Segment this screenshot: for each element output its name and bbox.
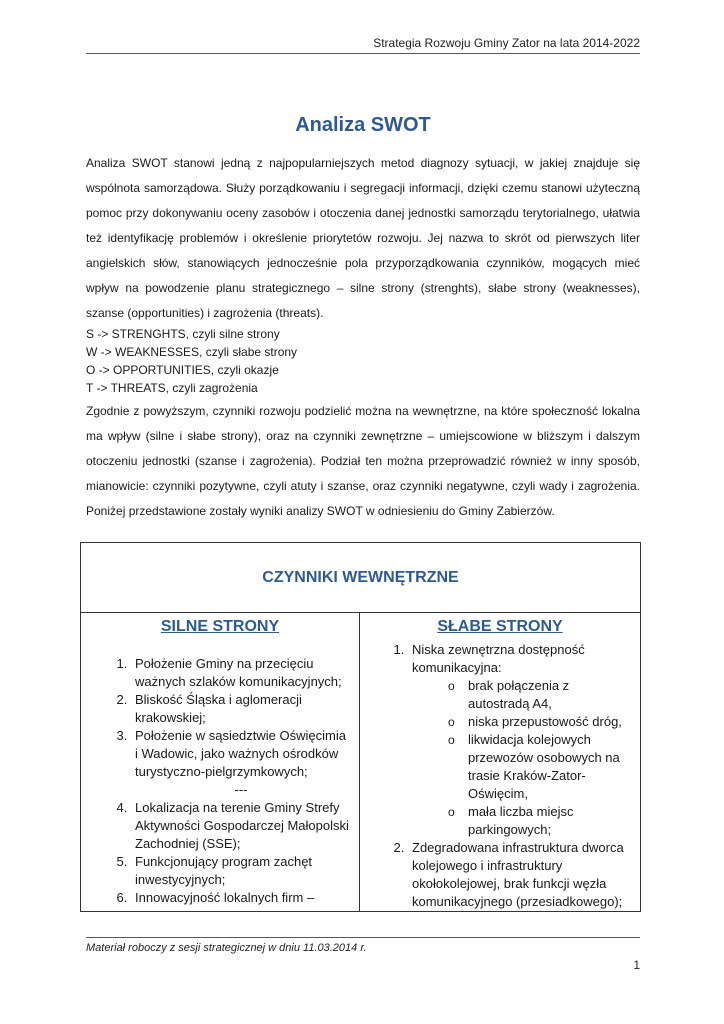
table-heading: CZYNNIKI WEWNĘTRZNE bbox=[262, 568, 459, 586]
swot-list-item: S -> STRENGHTS, czyli silne strony bbox=[86, 327, 280, 341]
header-divider bbox=[86, 53, 640, 54]
strength-item: 3. Położenie w sąsiedztwie Oświęcimia i Wadowic, jako ważnych ośrodków turystyczno-pielgrzymkowych; bbox=[131, 727, 351, 781]
footer-divider bbox=[86, 937, 640, 938]
weakness-item-text: Niska zewnętrzna dostępność komunikacyjna: bbox=[412, 642, 585, 675]
page-footer: Materiał roboczy z sesji strategicznej w dniu 11.03.2014 r. bbox=[86, 942, 367, 954]
page-header: Strategia Rozwoju Gminy Zator na lata 2014-2022 bbox=[373, 36, 640, 50]
weakness-item bbox=[408, 641, 632, 839]
weakness-subitem: o mała liczba miejsc parkingowych; bbox=[448, 803, 632, 839]
swot-list-item: T -> THREATS, czyli zagrożenia bbox=[86, 381, 258, 395]
swot-list-item: W -> WEAKNESSES, czyli słabe strony bbox=[86, 345, 298, 359]
separator-line: --- bbox=[234, 782, 248, 797]
strengths-column bbox=[81, 613, 360, 911]
weakness-sublist bbox=[412, 677, 632, 839]
strength-item: 2. Bliskość Śląska i aglomeracji krakowskiej; bbox=[131, 691, 351, 727]
strength-item: 1. Położenie Gminy na przecięciu ważnych szlaków komunikacyjnych; bbox=[131, 655, 351, 691]
swot-list-item: O -> OPPORTUNITIES, czyli okazje bbox=[86, 363, 279, 377]
table-heading-row bbox=[81, 543, 640, 613]
weakness-item: 2. Zdegradowana infrastruktura dworca kolejowego i infrastruktury okołokolejowej, brak funkcji węzła komunikacyjnego (przesiadkowego); bbox=[408, 839, 632, 911]
swot-letter-list bbox=[86, 325, 640, 397]
weaknesses-title: SŁABE STRONY bbox=[437, 618, 563, 635]
strengths-list bbox=[81, 655, 359, 907]
intro-paragraph: Analiza SWOT stanowi jedną z najpopularniejszych metod diagnozy sytuacji, w jakiej znajduje się wspólnota samorządowa. Służy porządkowaniu i segregacji informacji, dzięki czemu stanowi użyteczną pomoc przy dokonywaniu oceny zasobów i otoczenia danej jednostki samorządu terytorialnego, ułatwia też identyfikację problemów i określenie priorytetów rozwoju. Jej nazwa to skrót od pierwszych liter angielskich słów, stanowiących jednocześnie pola przyporządkowania czynników, mogących mieć wpływ na powodzenie planu strategicznego – silne strony (strenghts), słabe strony (weaknesses), szanse (opportunities) i zagrożenia (threats). bbox=[86, 156, 640, 320]
weakness-subitem: o likwidacja kolejowych przewozów osobowych na trasie Kraków-Zator-Oświęcim, bbox=[448, 731, 632, 803]
strength-item: 5. Funkcjonujący program zachęt inwestycyjnych; bbox=[131, 853, 351, 889]
weakness-subitem: o brak połączenia z autostradą A4, bbox=[448, 677, 632, 713]
strength-item: 4. Lokalizacja na terenie Gminy Strefy Aktywności Gospodarczej Małopolski Zachodniej (SSE); bbox=[131, 799, 351, 853]
summary-paragraph: Zgodnie z powyższym, czynniki rozwoju podzielić można na wewnętrzne, na które społeczność lokalna ma wpływ (silne i słabe strony), oraz na czynniki zewnętrzne – umiejscowione w bliższym i dalszym otoczeniu jednostki (szanse i zagrożenia). Podział ten można przeprowadzić również w inny sposób, mianowicie: czynniki pozytywne, czyli atuty i szanse, oraz czynniki negatywne, czyli wady i zagrożenia. Poniżej przedstawione zostały wyniki analizy SWOT w odniesieniu do Gminy Zabierzów. bbox=[86, 404, 640, 518]
page-title: Analiza SWOT bbox=[295, 114, 431, 136]
weaknesses-column bbox=[360, 613, 640, 911]
swot-table bbox=[80, 542, 641, 912]
strengths-title: SILNE STRONY bbox=[160, 618, 280, 635]
strength-item: 6. Innowacyjność lokalnych firm – bbox=[131, 889, 351, 907]
weaknesses-list bbox=[360, 641, 640, 911]
page-number: 1 bbox=[633, 958, 640, 972]
weakness-subitem: o niska przepustowość dróg, bbox=[448, 713, 632, 731]
